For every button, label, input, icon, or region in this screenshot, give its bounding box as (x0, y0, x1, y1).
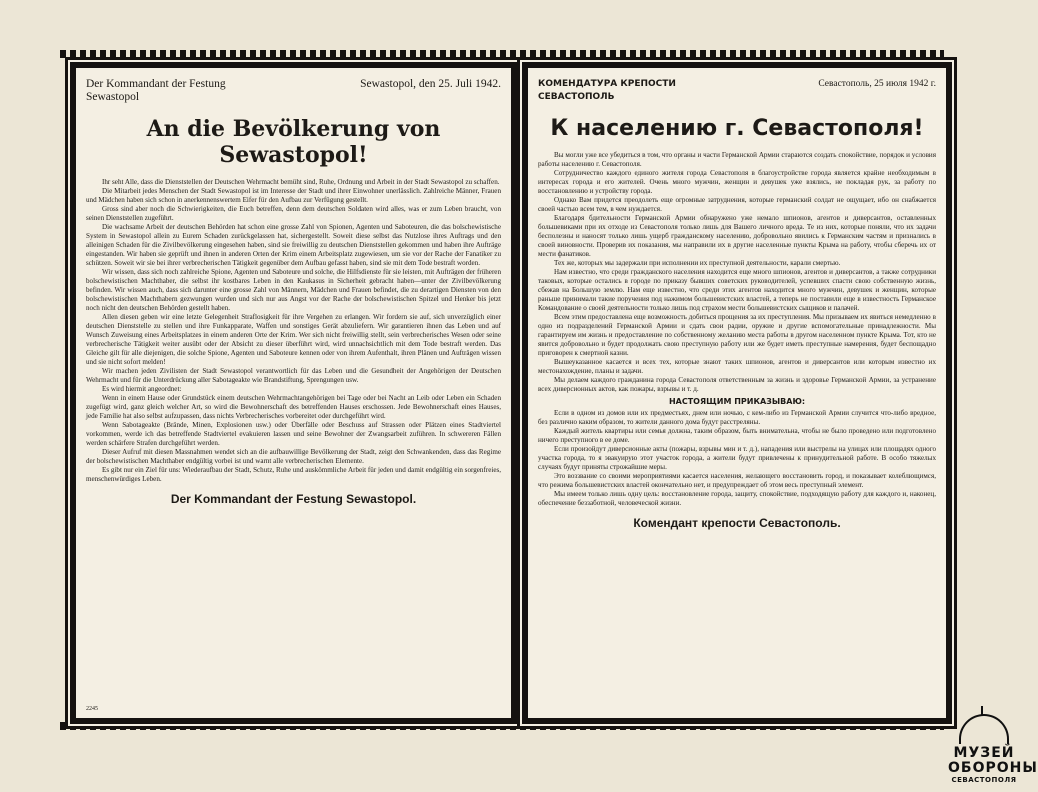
paragraph: Если произойдут диверсионные акты (пожары, взрывы мин и т. д.), нападения или выстрелы на улицах или площадях одного участка города, то я эвакуирую этот участок города, а жители будут привлечены к принудительной работе. В особо тяжелых случаях будут приняты строжайшие меры. (538, 445, 936, 471)
paragraph: Это воззвание со своими мероприятиями касается населения, желающего восстановить город, и показывает колеблющимся, что режима большевистских властей окончательно нет, и предупреждает об этом весь преступный элемент. (538, 472, 936, 489)
paragraph: Вы могли уже все убедиться в том, что органы и части Германской Армии стараются создать спокойствие, порядок и условия работы населению г. Севастополя. (538, 151, 936, 168)
paragraph: Сотрудничество каждого единого жителя города Севастополя в благоустройстве города является крайне необходимым в интересах города и его жителей. Очень много мужчин, женщин и девушек уже взялись, не покладая рук, за работу по восстановлению и устройству города. (538, 169, 936, 195)
paragraph: Es wird hiermit angeordnet: (102, 385, 182, 393)
paragraph: Die Mitarbeit jedes Menschen der Stadt Sewastopol ist im Interesse der Stadt und ihrer Einwohner unerlässlich. Zahlreiche Männer, Frauen und Mädchen haben sich schon in anerkennenswertem Eifer für den Aufbau zur Verfügung gestellt. (86, 187, 501, 204)
date-line: Sewastopol, den 25. Juli 1942. (360, 78, 501, 90)
paragraph: Благодаря бдительности Германской Армии обнаружено уже немало шпионов, агентов и диверсантов, оставленных большевиками при их отходе из Севастополя только лишь для Вашего личного вреда. Те из них, которые поняли, что их задачи бесполезны и наносят только лишь ущерб гражданскому населению, добровольно явились к Германским частям и признались в своей виновности. Проверив их показания, мы направили их в другие населенные пункты Крыма на работу, чтобы сберечь их от мести фанатиков. (538, 214, 936, 258)
proclamation-body (86, 178, 501, 484)
dome-icon (959, 714, 1009, 744)
signature: Der Kommandant der Festung Sewastopol. (170, 492, 417, 506)
proclamation-orders (538, 409, 936, 508)
issuer: КОМЕНДАТУРА КРЕПОСТИ СЕВАСТОПОЛЬ (538, 79, 676, 102)
order-subheading: НАСТОЯЩИМ ПРИКАЗЫВАЮ: (668, 397, 806, 406)
paragraph: Wenn Sabotageakte (Brände, Minen, Explosionen usw.) oder Überfälle oder Beschuss auf Strassen oder Plätzen eines Stadtviertel vorkommen, werde ich das betreffende Stadtviertel evakuieren lassen und seine Bewohner der Zwangsarbeit zuführen. In schwereren Fällen werden schärfere Strafen durchgeführt werden. (86, 421, 501, 447)
russian-proclamation (522, 62, 952, 724)
paragraph: Мы делаем каждого гражданина города Севастополя ответственным за жизнь и здоровье Германской Армии, за устранение всех диверсионных актов, как пожары, взрывы и т. д. (538, 376, 936, 393)
paragraph: Нам известно, что среди гражданского населения находится еще много шпионов, агентов и диверсантов, а также сотрудники таковых, которые остались в городе по приказу бывших советских руководителей, успевших спасти свою собственную жизнь, сбежав на Большую землю. Нам еще известно, что среди этих агентов находится много мужчин, девушек и женщин, которые раньше принимали такие поручения под нажимом большевистских властей, а теперь не поставили еще в известность Германское Командование о своей деятельности только лишь под страхом мести большевистских сыщиков и палачей. (538, 268, 936, 312)
signature: Комендант крепости Севастополь. (633, 516, 841, 530)
logo-line-2: ОБОРОНЫ (948, 760, 1038, 776)
paragraph: Allen diesen geben wir eine letzte Gelegenheit Straflosigkeit für ihre Vergehen zu erlangen. Wir fordern sie auf, sich unverzüglich einer deutschen Dienststelle zu stellen und ihre Funkapparate, Waffen und sonstiges Gerät abzuliefern. Wir garantieren ihnen das Leben und auf Wunsch Zuweisung eines Arbeitsplatzes in einem anderen Orte der Krim. Wer sich nicht freiwillig stellt, sein verbrecherisches Wesen oder seine verbrecherische Tätigkeit weiter ausübt oder der Absicht zu dieser überführt wird, wird unnachsichtlich mit dem Tode bestraft werden. Das Gleiche gilt für alle diejenigen, die solche Spione, Agenten und Saboteure kennen oder von ihrem Aufenthalt, ihren Plänen und Aufträgen wissen und sie nicht sofort melden! (86, 313, 501, 366)
paragraph: Всем этим предоставлена еще возможность добиться прощения за их преступления. Мы призываем их явиться немедленно в одно из подразделений Германской Армии и сдать свои радии, оружие и другие вспомогательные принадлежности. Мы гарантируем им жизнь и предоставление по собственному желанию места работы в другом населенном пункте Крыма. Тот, кто не явится добровольно и будет продолжать свою преступную работу или же будет иметь преступные намерения, будет беспощадно приговорен к смертной казни. (538, 313, 936, 357)
museum-logo (948, 714, 1038, 784)
issuer: Der Kommandant der Festung Sewastopol (86, 78, 226, 103)
logo-line-1: МУЗЕЙ (953, 745, 1015, 761)
print-code: 2245 (86, 706, 98, 712)
paragraph: Wir wissen, dass sich noch zahlreiche Spione, Agenten und Saboteure und solche, die Hilfsdienste für sie leisten, mit Aufträgen der früheren bolschewistischen Machthaber, die selbst ihr kostbares Leben in den Kaukasus in Sicherheit gebracht haben—unter der Zivilbevölkerung befinden. Wir wissen auch, dass sich darunter eine grosse Zahl von Männern, Mädchen und Frauen befindet, die zu derartigen Diensten von den bolschewistischen Machthabern gezwungen wurden und sich nur aus Angst vor der Rache der bolschewistischen Spitzel und Henker bis jetzt noch nicht den deutschen Behörden gestellt haben. (86, 268, 501, 312)
paragraph: Wenn in einem Hause oder Grundstück einem deutschen Wehrmachtangehörigen bei Tage oder bei Nacht an Leib oder Leben ein Schaden zugefügt wird, ganz gleich welcher Art, so wird die Bewohnerschaft des betreffenden Hauses erschossen. Jede Bewohnerschaft eines Hauses, jede Familie hat also selbst aufzupassen, dass nichts Verbrecherisches vorbereitet oder durchgeführt wird. (86, 394, 501, 420)
paragraph: Мы имеем только лишь одну цель: восстановление города, защиту, спокойствие, подходящую работу для каждого и, наконец, обеспечение беззаботной, человеческой жизни. (538, 490, 936, 507)
paragraph: Die wachsame Arbeit der deutschen Behörden hat schon eine grosse Zahl von Spionen, Agenten und Saboteuren, die das bolschewistische System in Sewastopol allein zu Eurem Schaden zurückgelassen hat, sichergestellt. Soweit diese selbst das Nutzlose ihres Auftrags und den alleinigen Schaden für die Zivilbevölkerung eingesehen haben, sind sie freiwillig zu deutschen Dienststellen gekommen und haben ihre Aufträge eingestanden. Wir haben sie geprüft und ihnen in anderen Orten der Krim einem Arbeitsplatz zugewiesen, um sie vor der Rache der Fanatiker zu schützen. Soweit wir sie bei ihrer verbrecherischen Tätigkeit gegenüber dem Aufbau gefasst haben, sind sie mit dem Tode bestraft worden. (86, 223, 501, 267)
paragraph: Gross sind aber noch die Schwierigkeiten, die Euch betreffen, denn dem deutschen Soldaten wird alles, was er zum Leben braucht, von seinen Dienststellen zugeführt. (86, 205, 501, 222)
paragraph: Однако Вам придется преодолеть еще огромные затруднения, которые германский солдат не ощущает, ибо он снабжается своей частью всем тем, в чем нуждается. (538, 196, 936, 213)
date-line: Севастополь, 25 июля 1942 г. (818, 79, 936, 89)
header (86, 78, 501, 104)
paragraph: Вышеуказанное касается и всех тех, которые знают таких шпионов, агентов и диверсантов или которым известно их местонахождение, планы и задачи. (538, 358, 936, 375)
torn-edge-top (60, 50, 944, 58)
proclamation-title: An die Bevölkerung von Sewastopol! (146, 116, 441, 168)
paragraph: Dieser Aufruf mit diesen Massnahmen wendet sich an die aufbauwillige Bevölkerung der Stadt, zeigt den Schwankenden, dass das Regime der bolschewistischen Machthaber endgültig vorbei ist und warnt alle verbrecherischen Elemente. (86, 448, 501, 465)
paragraph: Если в одном из домов или их предместьях, днем или ночью, с кем-либо из Германской Армии случится что-либо вредное, без различно каким образом, то жители данного дома будут расстреляны. (538, 409, 936, 426)
paragraph: Es gibt nur ein Ziel für uns: Wiederaufbau der Stadt, Schutz, Ruhe und auskömmliche Arbeit für jeden und damit endgültig ein sorgenfreies, menschenwürdiges Leben. (86, 466, 501, 483)
proclamation-title: К населению г. Севастополя! (550, 116, 924, 141)
proclamation-body (538, 151, 936, 394)
header (538, 78, 936, 104)
paragraph: Тех же, которых мы задержали при исполнении их преступной деятельности, карали смертью. (554, 259, 841, 267)
paragraph: Wir machen jeden Zivilisten der Stadt Sewastopol verantwortlich für das Leben und die Gesundheit der Angehörigen der Deutschen Wehrmacht und für die Unterdrückung aller Sabotageakte wie Brandstiftung, Sprengungen usw. (86, 367, 501, 384)
paragraph: Ihr seht Alle, dass die Dienststellen der Deutschen Wehrmacht bemüht sind, Ruhe, Ordnung und Arbeit in der Stadt Sewastopol zu schaffen. (102, 178, 500, 186)
logo-line-3: СЕВАСТОПОЛЯ (951, 776, 1017, 784)
paragraph: Каждый житель квартиры или семья должна, таким образом, быть внимательна, чтобы не было проведено или подготовлено ничего преступного в ее доме. (538, 427, 936, 444)
german-proclamation (70, 62, 517, 724)
